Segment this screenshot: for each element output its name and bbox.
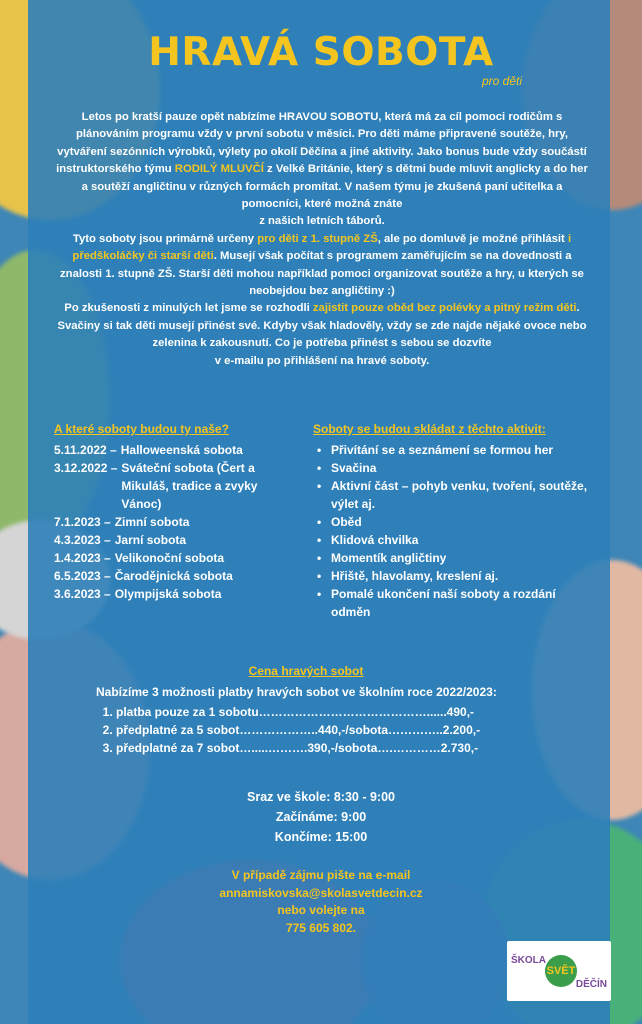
intro-text-segment: Tyto soboty jsou primárně určeny [72,232,258,245]
date-item [54,567,294,585]
price-intro: Nabízíme 3 možnosti platby hravých sobot ve školním roce 2022/2023: [96,685,497,699]
price-option: 1. platba pouze za 1 sobotu……………………………………......490,- [116,703,556,721]
start-time: Začínáme: 9:00 [275,810,367,824]
intro-text-segment: v e-mailu po přihlášení na hravé soboty. [214,354,430,367]
date-name: Čarodějnická sobota [114,569,233,583]
activity-item: • Klidová chvilka [331,531,598,549]
page-title: HRAVÁ SOBOTA [148,30,494,75]
school-logo [507,941,611,1001]
date-name: Olympijská sobota [114,587,222,601]
logo-text: ŠKOLA [511,955,546,966]
date-name: Velikonoční sobota [114,551,225,565]
contact-line: nebo volejte na [277,903,365,917]
activity-item: • Pomalé ukončení naší soboty a rozdání odměn [331,585,598,621]
intro-text [52,109,592,370]
intro-text-segment: Letos po kratší pauze opět nabízíme HRAVOU SOBOTU, která má za cíl pomoci rodičům s plánováním programu vždy v první sobotu v měsíci. Pro děti máme připravené soutěže, hry, vytváření sezónních výrobků, výlety po okolí Děčína a jiné aktivity. Jako bonus bude vždy součástí instruktorského týmu [56,111,587,176]
meet-time: Sraz ve škole: 8:30 - 9:00 [247,790,395,804]
intro-paragraph-2 [52,231,592,301]
contact-email[interactable]: annamiskovska@skolasvetdecin.cz [219,885,423,900]
date-value: 6.5.2023 – [54,569,111,583]
intro-text-segment: . Svačiny si tak děti musejí přinést své. Kdyby však hladověly, vždy se zde najde nějaké ovoce nebo zelenina k zakousnutí. Co je potřeba přinést s sebou se dozvíte [57,302,587,350]
dates-section [54,420,294,603]
date-item [54,585,294,603]
intro-highlight: zajistit pouze oběd bez polévky a pitný režim děti [312,302,577,315]
activity-item: • Svačina [331,459,598,477]
date-value: 3.12.2022 – [54,461,118,475]
date-value: 7.1.2023 – [54,515,111,529]
intro-paragraph-3 [52,300,592,370]
activity-item: • Momentík angličtiny [331,549,598,567]
contact-info [0,867,642,937]
dates-title: A které soboty budou ty naše? [54,422,229,436]
activities-list [313,441,598,621]
schedule-times [0,787,642,847]
price-options [96,703,556,757]
date-item [54,441,294,459]
date-value: 3.6.2023 – [54,587,111,601]
intro-highlight: pro děti z 1. stupně ZŠ [257,232,378,245]
date-name: Halloweenská sobota [120,443,243,457]
logo-text: DĚČÍN [575,979,607,990]
page-subtitle: pro děti [482,74,523,88]
activity-item: • Aktivní část – pohyb venku, tvoření, soutěže, výlet aj. [331,477,598,513]
intro-text-segment: z našich letních táborů. [259,215,385,228]
intro-paragraph-1 [52,109,592,231]
date-value: 5.11.2022 – [54,443,117,457]
price-title: Cena hravých sobot [248,664,364,678]
activities-title: Soboty se budou skládat z těchto aktivit: [313,422,546,436]
date-name: Sváteční sobota (Čert a Mikuláš, tradice a zvyky Vánoc) [121,461,258,511]
activity-item: • Hřiště, hlavolamy, kreslení aj. [331,567,598,585]
activities-section [313,420,598,621]
date-value: 4.3.2023 – [54,533,111,547]
intro-text-segment: Po zkušenosti z minulých let jsme se rozhodli [64,302,313,315]
intro-highlight: i předškoláčky či starší děti [72,232,572,263]
end-time: Končíme: 15:00 [274,830,368,844]
date-item [54,549,294,567]
activity-item: • Oběd [331,513,598,531]
date-item [54,459,294,513]
intro-text-segment: . Musejí však počítat s programem zaměřujícím se na dovednosti a znalosti 1. stupně ZŠ. Starší děti mohou například pomoci organizovat soutěže a hry, u kterých se neobejdou bez angličtiny :) [60,250,584,298]
date-item [54,531,294,549]
intro-text-segment: , ale po domluvě je možné přihlásit [377,232,568,245]
activity-item: • Přivítání se a seznámení se formou her [331,441,598,459]
price-option: 3. předplatné za 7 sobot….....……….390,-/sobota….…………2.730,- [116,739,556,757]
contact-line: V případě zájmu pište na e-mail [231,868,411,882]
date-name: Jarní sobota [114,533,187,547]
price-section [96,662,556,757]
contact-phone[interactable]: 775 605 802. [285,920,357,935]
date-name: Zimní sobota [114,515,190,529]
intro-text-segment: z Velké Británie, který s dětmi bude mluvit anglicky a do her a soutěží angličtinu v různých formách promítat. V našem týmu je zkušená paní učitelka a pomocníci, které možná znáte [81,163,588,211]
intro-highlight: RODILÝ MLUVČÍ [174,163,264,176]
logo-globe-icon: SVĚT [545,955,577,987]
date-item [54,513,294,531]
price-option: 2. předplatné za 5 sobot………………..440,-/sobota…………..2.200,- [116,721,556,739]
date-value: 1.4.2023 – [54,551,111,565]
